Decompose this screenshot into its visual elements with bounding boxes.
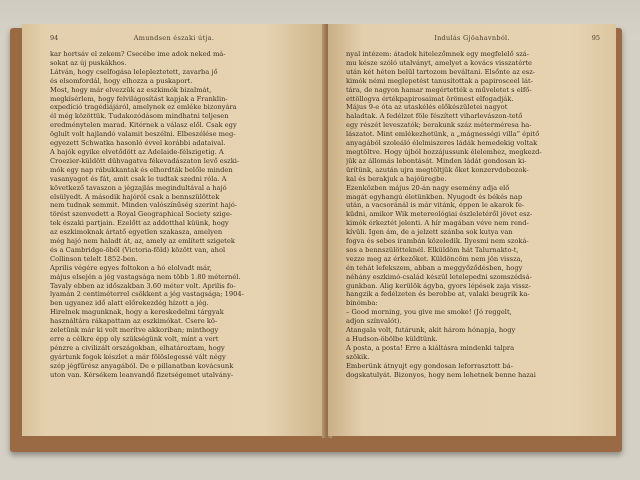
text-line: az eszkimoknak ártatő egyetlen szakasza, amelyen: [50, 228, 223, 237]
text-line: Atangala volt, futárunk, akit három hónapja, hogy: [346, 326, 516, 335]
text-line: sokat az új puskákhos.: [50, 58, 127, 67]
text-line: tára, de nagyon hamar megértették a műveletet s elfő-: [346, 85, 532, 94]
text-line: következő tavaszon a jégzajlás megindultával a hajó: [50, 183, 227, 192]
text-line: elsülyedt. A második hajóról csak a bennszülöttek: [50, 192, 220, 201]
right-running-head: [328, 34, 616, 46]
text-line: ürítünk, azután ujra megtöltjük őket konzervdobozok-: [346, 165, 529, 174]
text-line: vezze meg az érkezőket. Küldöncöm nem jön vissza,: [346, 254, 523, 263]
text-line: anyagából szoleáló élelmiszeres ládák hemedekig voltak: [346, 139, 538, 148]
left-page-number: 94: [50, 34, 59, 42]
text-line: küdni, amikor Wik metereológiai észleletéről jövet esz-: [346, 210, 533, 219]
text-line: expedíció tragédiájáról, amelynek ez emléke bizonyára: [50, 103, 237, 112]
left-page-text: [50, 50, 306, 380]
text-line: Croezier-küldött dühvagatva fékevadászaton levő eszki-: [50, 156, 240, 165]
text-line: kívüli. Igen ám, de a jelzett szánba sok kutya van: [346, 228, 513, 237]
text-line: gunkban. Alig kerülök ágyba, gyors lépések zaja vissz-: [346, 281, 531, 290]
text-line: én tehát lefekszem, abban a meggyőződésben, hogy: [346, 263, 523, 272]
text-line: Látván, hogy cselfogása lelepleztetett, zavarba jő: [50, 67, 218, 76]
text-line: törést szenvedett a Royal Geographical Society szige-: [50, 210, 233, 219]
text-line: kal és berakjuk a hajóüregbe.: [346, 174, 447, 183]
text-line: mók egy nap rábukkantak és elhordták belőle minden: [50, 165, 233, 174]
text-line: a Hudson-öbölbe küldtünk.: [346, 335, 438, 343]
left-page: [22, 24, 326, 436]
text-line: néhány eszkimó-család készül letelepedni szomszédsá-: [346, 272, 532, 281]
text-line: szép jégfűrész anyagából. De e pillanatban kovácsunk: [50, 361, 234, 370]
text-line: Május 9-e óta az utaskélés előkészületei nagyot: [346, 103, 508, 112]
open-book: [10, 24, 624, 456]
text-line: szökik.: [346, 352, 370, 361]
text-line: május elsején a jég vastagsága nem több 1.80 méternél.: [50, 272, 241, 281]
text-line: nem tudnak semmit. Minden valószínűség szerint hajó-: [50, 201, 238, 210]
text-line: dogskatulyát. Bizonyos, hogy nem lehetnek benne hazai: [346, 370, 536, 379]
text-line: uton van. Kérsékem leanvandő fizetségemet utalvány-: [50, 370, 234, 379]
text-line: még hajó nem haladt át, az, amely az említett szigetek: [50, 237, 235, 246]
text-line: ettöllogva értékpapirosaimat örömest elfogadják.: [346, 94, 514, 103]
text-line: mu késze szóló utalványt, amelyet a kovács visszatérte: [346, 58, 533, 67]
text-line: A posta, a posta! Erre a kiáltásra mindenki talpra: [346, 343, 515, 352]
text-line: A hajók egyike elvetődött az Adelaide-félszigetig. A: [50, 147, 224, 156]
text-line: Aprilis végére egyes foltokon a hó elolvadt már,: [50, 263, 212, 272]
text-line: öglult volt hajlandó valamit beszélni. Elbeszélése meg-: [50, 130, 236, 139]
text-line: megtöltve. Hogy újból hozzájussunk élelemhez, megkezd-: [346, 147, 542, 156]
text-line: kimók érkeztét jelenti. A hír magában véve nem rend-: [346, 219, 529, 228]
text-line: – Good morning, you give me smoke! (Jó reggelt,: [346, 308, 512, 317]
text-line: Ezenközben május 20-án nagy esemény adja elő: [346, 183, 510, 192]
text-line: kar hortsáv el zekem? Csecébe ime adok neked má-: [50, 50, 226, 58]
text-line: él még közöttük. Tudakozódásom mindhatni teljesen: [50, 112, 229, 121]
text-line: Emberünk átnyujt egy gondosan leforrasztott bá-: [346, 361, 513, 370]
text-line: lászatot. Mint emlékezhetünk, a „mágnességi villa” épitő: [346, 130, 540, 139]
text-line: haladtak. A fedélzet föle fészített viharlevászon-tető: [346, 112, 523, 121]
text-line: fogva és sebes irambán közeledik. Ilyesmi nem szoká-: [346, 237, 529, 246]
text-line: Hirelnek magunknak, hogy a kereskedelmi tárgyak: [50, 308, 224, 317]
left-running-title: Amundsen északi útja.: [133, 34, 215, 42]
text-line: zeletünk már ki volt merítve akkoriban; minthogy: [50, 326, 219, 335]
text-line: és elsomfordál, hogy elhozza a puskaport.: [50, 76, 193, 85]
text-line: használtára rákapattam az eszkimókat. Csere kö-: [50, 317, 218, 326]
right-page: [328, 24, 616, 436]
text-line: egy részét leveszatók; berakunk száz méterméresa ha-: [346, 121, 532, 130]
text-line: eredménytelen marad. Kitérnek a válasz elől. Csak egy: [50, 121, 237, 130]
text-line: után két héten belül tartozom beváltani. Elsőnte az esz-: [346, 67, 536, 76]
text-line: binómba:: [346, 299, 378, 308]
text-line: jük az állomás lebontását. Minden ládát gondosan ki-: [346, 156, 527, 165]
text-line: gyártunk fogok készlet a már fölöslegessé vált négy: [50, 352, 226, 361]
text-line: megkísérlem, hogy felvilágosítást kapjak a Franklin-: [50, 94, 228, 103]
text-line: hangzik a fedélzeten és berobbe at, valaki beugrik ka-: [346, 290, 530, 299]
text-line: adjon színvalót).: [346, 317, 402, 326]
right-page-text: [346, 50, 602, 380]
text-line: nyal intézem: átadok hitelezőmnek egy megfelelő szá-: [346, 50, 530, 58]
text-line: erre a célkre épp oly szükségünk volt, mint a vert: [50, 335, 219, 343]
text-line: és a Cambridge-öböl (Victoria-föld) között van, ahol: [50, 245, 226, 254]
text-line: lyamán 2 centiméterrel csökkent a jég vastagsága; 1904-: [50, 290, 244, 299]
text-line: után, a vacsoránál is már vitánk, éppen le akarok fe-: [346, 201, 525, 210]
text-line: egyezett Schwatka hasonló évvel korábbi adataival.: [50, 139, 226, 148]
text-line: pénzre a civilizált országokban, elhatároztam, hogy: [50, 343, 225, 352]
right-page-number: 95: [591, 34, 600, 42]
text-line: vasanyagot és fát, amit csak le tudtak szedni róla. A: [50, 174, 227, 183]
text-line: magát egyhangú életünkben. Nyugodt és békés nap: [346, 192, 523, 201]
text-line: sos a bennszülötteknél. Elküldöm hát Talurnakto-t,: [346, 245, 519, 254]
text-line: tek északi partjain. Ezelőtt az addotthal küünk, hogy: [50, 219, 229, 228]
text-line: kimók némi meglepetést tanusítottak a papirosceel lát-: [346, 76, 533, 85]
text-line: Collinson telelt 1852-ben.: [50, 254, 138, 263]
text-line: Tavaly ebben az időszakban 3.60 méter volt. Aprilis fo-: [50, 281, 236, 290]
text-line: Most, hogy már elvezzük az eszkimók bizalmát,: [50, 85, 212, 94]
left-running-head: [22, 34, 326, 46]
right-running-title: Indulás Gjöahavnból.: [434, 34, 510, 42]
text-line: ben ugyanez idő alatt előrekezdég hízott a jég.: [50, 299, 209, 308]
